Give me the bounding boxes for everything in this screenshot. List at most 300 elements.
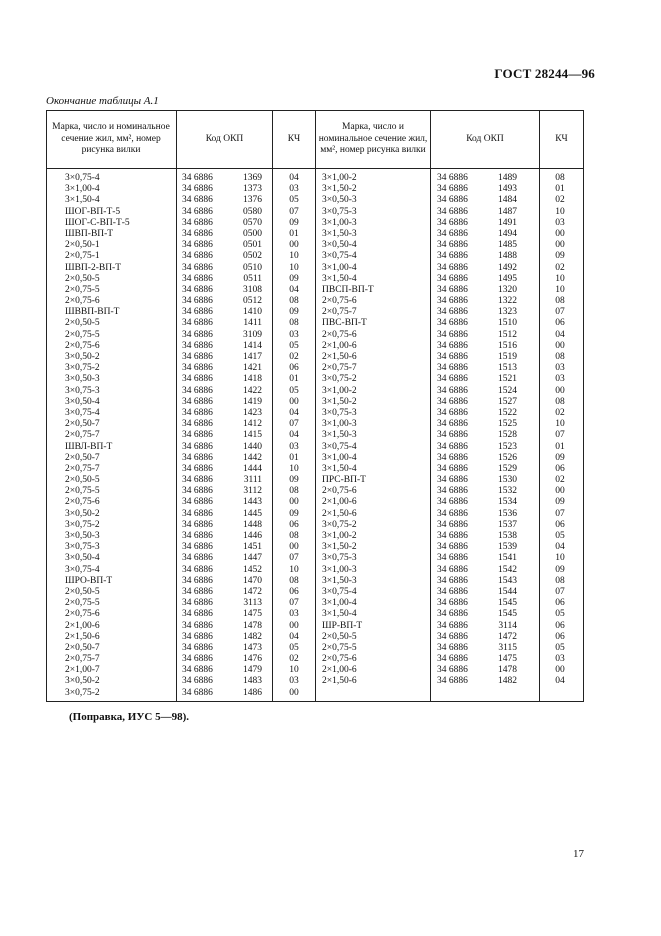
okp-prefix: 34 6886 bbox=[437, 318, 468, 329]
column-divider bbox=[315, 111, 316, 701]
okp-number: 0512 bbox=[243, 296, 262, 307]
cell-kch: 03 bbox=[555, 217, 565, 228]
cell-mark: 2×1,50-6 bbox=[322, 352, 357, 362]
okp-number: 1545 bbox=[498, 598, 517, 609]
cell-mark: 2×0,50-1 bbox=[65, 240, 100, 251]
cell-mark: 2×0,75-7 bbox=[65, 463, 100, 474]
okp-prefix: 34 6886 bbox=[437, 452, 468, 463]
cell-kch: 01 bbox=[555, 184, 565, 195]
cell-okp-code bbox=[182, 374, 262, 385]
okp-number: 1446 bbox=[243, 531, 262, 541]
cell-kch: 00 bbox=[289, 497, 299, 508]
okp-prefix: 34 6886 bbox=[182, 340, 213, 351]
cell-mark: 3×1,50-4 bbox=[322, 463, 357, 474]
cell-okp-code bbox=[437, 442, 517, 453]
cell-mark: 3×0,75-2 bbox=[322, 519, 357, 530]
cell-okp-code bbox=[182, 430, 262, 441]
okp-number: 0501 bbox=[243, 240, 262, 251]
okp-number: 1538 bbox=[498, 531, 517, 541]
okp-number: 1512 bbox=[498, 329, 517, 340]
cell-okp-code bbox=[437, 330, 517, 341]
cell-mark: 2×0,50-5 bbox=[322, 631, 357, 642]
page-number: 17 bbox=[573, 848, 584, 860]
cell-okp-code bbox=[437, 676, 517, 687]
header-code-right: Код ОКП bbox=[466, 133, 504, 144]
okp-prefix: 34 6886 bbox=[437, 665, 468, 676]
cell-mark: 3×0,50-2 bbox=[65, 676, 100, 687]
cell-okp-code bbox=[437, 229, 517, 240]
cell-kch: 03 bbox=[289, 441, 299, 452]
cell-kch: 07 bbox=[289, 206, 299, 217]
okp-prefix: 34 6886 bbox=[437, 441, 468, 452]
header-kch-left: КЧ bbox=[287, 133, 301, 144]
okp-prefix: 34 6886 bbox=[437, 620, 468, 631]
cell-okp-code bbox=[182, 531, 262, 542]
cell-mark: 2×0,75-5 bbox=[65, 329, 100, 340]
cell-kch: 02 bbox=[555, 195, 565, 206]
okp-number: 1411 bbox=[243, 318, 262, 329]
okp-prefix: 34 6886 bbox=[437, 676, 468, 687]
okp-prefix: 34 6886 bbox=[437, 407, 468, 418]
cell-kch: 00 bbox=[555, 486, 565, 497]
cell-okp-code bbox=[437, 497, 517, 508]
cell-kch: 05 bbox=[289, 340, 299, 351]
cell-kch: 03 bbox=[555, 374, 565, 385]
cell-kch: 04 bbox=[289, 631, 299, 642]
okp-number: 1418 bbox=[243, 374, 262, 385]
okp-prefix: 34 6886 bbox=[437, 363, 468, 374]
cell-kch: 08 bbox=[289, 575, 299, 586]
cell-mark: 2×0,75-7 bbox=[322, 363, 357, 374]
cell-mark: 3×1,00-3 bbox=[322, 564, 357, 575]
cell-mark: 3×0,75-4 bbox=[65, 564, 100, 575]
cell-okp-code bbox=[182, 397, 262, 408]
cell-okp-code bbox=[437, 632, 517, 643]
cell-kch: 05 bbox=[289, 385, 299, 396]
okp-number: 1445 bbox=[243, 508, 262, 519]
cell-okp-code bbox=[437, 520, 517, 531]
cell-mark: 2×0,75-6 bbox=[65, 340, 100, 351]
cell-mark: 2×1,00-7 bbox=[65, 665, 100, 676]
cell-okp-code bbox=[437, 654, 517, 665]
cell-kch: 09 bbox=[289, 307, 299, 318]
cell-mark: 2×0,75-5 bbox=[322, 642, 357, 653]
cell-kch: 04 bbox=[555, 676, 565, 687]
cell-kch: 03 bbox=[289, 329, 299, 340]
cell-okp-code bbox=[437, 263, 517, 274]
cell-mark: ШВВП-ВП-Т bbox=[65, 307, 120, 318]
okp-prefix: 34 6886 bbox=[182, 396, 213, 407]
okp-number: 0511 bbox=[243, 273, 262, 284]
cell-mark: 3×0,50-2 bbox=[65, 352, 100, 362]
cell-kch: 01 bbox=[289, 374, 299, 385]
cell-kch: 05 bbox=[289, 642, 299, 653]
cell-kch: 07 bbox=[555, 430, 565, 441]
cell-mark: 3×1,00-4 bbox=[322, 452, 357, 463]
cell-okp-code bbox=[437, 218, 517, 229]
okp-number: 1472 bbox=[243, 586, 262, 597]
cell-kch: 04 bbox=[289, 407, 299, 418]
cell-okp-code bbox=[437, 542, 517, 553]
okp-prefix: 34 6886 bbox=[437, 609, 468, 620]
okp-number: 1451 bbox=[243, 542, 262, 553]
cell-okp-code bbox=[182, 285, 262, 296]
cell-okp-code bbox=[437, 565, 517, 576]
cell-kch: 00 bbox=[289, 687, 299, 698]
cell-okp-code bbox=[182, 576, 262, 587]
cell-kch: 07 bbox=[555, 307, 565, 318]
okp-prefix: 34 6886 bbox=[437, 195, 468, 206]
cell-mark: 3×1,00-4 bbox=[65, 184, 100, 195]
okp-number: 1475 bbox=[243, 609, 262, 620]
okp-prefix: 34 6886 bbox=[182, 217, 213, 228]
cell-okp-code bbox=[437, 598, 517, 609]
okp-prefix: 34 6886 bbox=[437, 598, 468, 609]
okp-prefix: 34 6886 bbox=[182, 687, 213, 698]
cell-mark: 3×1,50-2 bbox=[322, 396, 357, 407]
cell-kch: 00 bbox=[555, 665, 565, 676]
okp-number: 1487 bbox=[498, 206, 517, 217]
cell-mark: 3×0,75-4 bbox=[322, 441, 357, 452]
cell-mark: ШВП-ВП-Т bbox=[65, 228, 114, 239]
cell-okp-code bbox=[182, 386, 262, 397]
cell-okp-code bbox=[182, 263, 262, 274]
column-kch-right bbox=[536, 173, 584, 688]
cell-kch: 10 bbox=[555, 419, 565, 430]
okp-number: 1492 bbox=[498, 262, 517, 273]
okp-prefix: 34 6886 bbox=[437, 419, 468, 430]
cell-kch: 00 bbox=[289, 396, 299, 407]
cell-kch: 08 bbox=[555, 352, 565, 362]
okp-prefix: 34 6886 bbox=[182, 419, 213, 430]
cell-mark: 3×0,75-2 bbox=[322, 374, 357, 385]
cell-kch: 09 bbox=[289, 217, 299, 228]
okp-number: 1482 bbox=[498, 676, 517, 687]
cell-okp-code bbox=[437, 352, 517, 363]
cell-okp-code bbox=[437, 665, 517, 676]
cell-mark: 2×0,75-6 bbox=[322, 654, 357, 665]
okp-number: 1488 bbox=[498, 251, 517, 262]
okp-prefix: 34 6886 bbox=[437, 654, 468, 665]
column-mark-right bbox=[322, 173, 432, 688]
header-mark-right: Марка, число и номинальное сечение жил, мм², номер рисунка вилки bbox=[318, 122, 428, 156]
okp-prefix: 34 6886 bbox=[182, 631, 213, 642]
cell-mark: 2×1,50-6 bbox=[65, 631, 100, 642]
okp-prefix: 34 6886 bbox=[182, 575, 213, 586]
cell-okp-code bbox=[182, 318, 262, 329]
cell-okp-code bbox=[437, 486, 517, 497]
okp-prefix: 34 6886 bbox=[182, 240, 213, 251]
cell-kch: 05 bbox=[555, 642, 565, 653]
okp-number: 1539 bbox=[498, 542, 517, 553]
cell-mark: 2×0,75-6 bbox=[65, 609, 100, 620]
okp-number: 1443 bbox=[243, 497, 262, 508]
okp-prefix: 34 6886 bbox=[437, 273, 468, 284]
cell-mark: ШВП-2-ВП-Т bbox=[65, 262, 122, 273]
okp-prefix: 34 6886 bbox=[437, 430, 468, 441]
cell-okp-code bbox=[182, 688, 262, 699]
okp-number: 1320 bbox=[498, 284, 517, 295]
cell-kch: 03 bbox=[555, 654, 565, 665]
okp-number: 1483 bbox=[243, 676, 262, 687]
cell-kch: 03 bbox=[555, 363, 565, 374]
okp-number: 1323 bbox=[498, 307, 517, 318]
cell-okp-code bbox=[182, 184, 262, 195]
cell-okp-code bbox=[437, 419, 517, 430]
okp-prefix: 34 6886 bbox=[182, 363, 213, 374]
amendment-note: (Поправка, ИУС 5—98). bbox=[69, 711, 190, 723]
okp-number: 1452 bbox=[243, 564, 262, 575]
cell-kch: 09 bbox=[555, 564, 565, 575]
cell-kch: 10 bbox=[555, 273, 565, 284]
okp-number: 1472 bbox=[498, 631, 517, 642]
okp-number: 1412 bbox=[243, 419, 262, 430]
okp-prefix: 34 6886 bbox=[437, 642, 468, 653]
cell-mark: 2×0,75-5 bbox=[65, 598, 100, 609]
okp-number: 0500 bbox=[243, 228, 262, 239]
okp-prefix: 34 6886 bbox=[182, 329, 213, 340]
okp-number: 1513 bbox=[498, 363, 517, 374]
cell-okp-code bbox=[182, 654, 262, 665]
okp-prefix: 34 6886 bbox=[437, 240, 468, 251]
okp-prefix: 34 6886 bbox=[437, 262, 468, 273]
cell-okp-code bbox=[182, 296, 262, 307]
okp-prefix: 34 6886 bbox=[437, 217, 468, 228]
okp-number: 1545 bbox=[498, 609, 517, 620]
cell-okp-code bbox=[437, 509, 517, 520]
okp-number: 1410 bbox=[243, 307, 262, 318]
cell-kch: 00 bbox=[555, 228, 565, 239]
cell-okp-code bbox=[437, 274, 517, 285]
cell-okp-code bbox=[437, 553, 517, 564]
okp-number: 1494 bbox=[498, 228, 517, 239]
cell-kch: 06 bbox=[289, 363, 299, 374]
okp-prefix: 34 6886 bbox=[182, 676, 213, 687]
okp-prefix: 34 6886 bbox=[182, 273, 213, 284]
cell-kch: 10 bbox=[289, 262, 299, 273]
okp-number: 1482 bbox=[243, 631, 262, 642]
okp-prefix: 34 6886 bbox=[182, 318, 213, 329]
cell-mark: 2×0,50-5 bbox=[65, 273, 100, 284]
cell-kch: 06 bbox=[555, 598, 565, 609]
cell-kch: 04 bbox=[289, 284, 299, 295]
okp-number: 1376 bbox=[243, 195, 262, 206]
column-code-left bbox=[182, 173, 262, 699]
cell-okp-code bbox=[182, 553, 262, 564]
cell-kch: 08 bbox=[289, 486, 299, 497]
cell-kch: 08 bbox=[555, 575, 565, 586]
cell-kch: 08 bbox=[555, 173, 565, 183]
cell-mark: ШР-ВП-Т bbox=[322, 620, 363, 631]
cell-okp-code bbox=[182, 341, 262, 352]
cell-kch: 10 bbox=[289, 463, 299, 474]
okp-prefix: 34 6886 bbox=[182, 508, 213, 519]
cell-okp-code bbox=[182, 509, 262, 520]
cell-okp-code bbox=[182, 419, 262, 430]
okp-prefix: 34 6886 bbox=[437, 631, 468, 642]
okp-number: 1484 bbox=[498, 195, 517, 206]
okp-prefix: 34 6886 bbox=[182, 665, 213, 676]
cell-kch: 07 bbox=[555, 508, 565, 519]
okp-prefix: 34 6886 bbox=[182, 307, 213, 318]
okp-prefix: 34 6886 bbox=[437, 228, 468, 239]
okp-number: 1417 bbox=[243, 352, 262, 362]
cell-kch: 01 bbox=[289, 228, 299, 239]
cell-mark: 2×0,50-5 bbox=[65, 318, 100, 329]
okp-prefix: 34 6886 bbox=[437, 340, 468, 351]
cell-kch: 02 bbox=[289, 352, 299, 362]
cell-kch: 02 bbox=[555, 475, 565, 486]
cell-okp-code bbox=[437, 195, 517, 206]
table-border-left bbox=[46, 111, 47, 701]
okp-prefix: 34 6886 bbox=[182, 173, 213, 183]
okp-number: 1527 bbox=[498, 396, 517, 407]
cell-okp-code bbox=[437, 576, 517, 587]
okp-prefix: 34 6886 bbox=[437, 206, 468, 217]
okp-prefix: 34 6886 bbox=[182, 531, 213, 541]
okp-prefix: 34 6886 bbox=[182, 228, 213, 239]
column-mark-left bbox=[65, 173, 177, 699]
cell-mark: ШОГ-ВП-Т-5 bbox=[65, 206, 121, 217]
cell-okp-code bbox=[182, 207, 262, 218]
cell-okp-code bbox=[182, 442, 262, 453]
cell-okp-code bbox=[182, 195, 262, 206]
okp-prefix: 34 6886 bbox=[182, 654, 213, 665]
cell-kch: 09 bbox=[289, 475, 299, 486]
cell-kch: 10 bbox=[555, 206, 565, 217]
cell-mark: 2×1,50-6 bbox=[322, 676, 357, 687]
cell-mark: 2×1,00-6 bbox=[322, 340, 357, 351]
okp-number: 1525 bbox=[498, 419, 517, 430]
cell-mark: 3×1,00-4 bbox=[322, 598, 357, 609]
okp-number: 1322 bbox=[498, 296, 517, 307]
cell-kch: 06 bbox=[555, 463, 565, 474]
cell-mark: 3×1,00-3 bbox=[322, 217, 357, 228]
cell-okp-code bbox=[182, 363, 262, 374]
cell-okp-code bbox=[437, 251, 517, 262]
cell-kch: 03 bbox=[289, 184, 299, 195]
cell-mark: 3×0,75-3 bbox=[65, 385, 100, 396]
column-divider bbox=[272, 111, 273, 701]
cell-okp-code bbox=[437, 386, 517, 397]
cell-okp-code bbox=[437, 173, 517, 184]
cell-mark: 2×0,75-5 bbox=[65, 486, 100, 497]
cell-okp-code bbox=[182, 676, 262, 687]
cell-mark: 3×1,50-4 bbox=[322, 609, 357, 620]
cell-okp-code bbox=[182, 453, 262, 464]
cell-mark: 2×0,50-7 bbox=[65, 419, 100, 430]
cell-okp-code bbox=[437, 475, 517, 486]
cell-mark: 3×0,50-4 bbox=[65, 396, 100, 407]
okp-number: 3115 bbox=[498, 642, 517, 653]
cell-mark: 2×0,75-6 bbox=[322, 296, 357, 307]
table-caption: Окончание таблицы А.1 bbox=[46, 95, 159, 107]
okp-prefix: 34 6886 bbox=[437, 519, 468, 530]
okp-prefix: 34 6886 bbox=[182, 441, 213, 452]
cell-kch: 05 bbox=[289, 195, 299, 206]
okp-prefix: 34 6886 bbox=[182, 642, 213, 653]
cell-mark: 3×1,50-4 bbox=[65, 195, 100, 206]
okp-number: 3114 bbox=[498, 620, 517, 631]
okp-number: 1526 bbox=[498, 452, 517, 463]
cell-kch: 08 bbox=[289, 318, 299, 329]
cell-okp-code bbox=[182, 565, 262, 576]
cell-mark: 3×0,50-4 bbox=[65, 553, 100, 564]
cell-okp-code bbox=[182, 251, 262, 262]
okp-prefix: 34 6886 bbox=[437, 497, 468, 508]
cell-mark: 3×0,50-3 bbox=[65, 531, 100, 541]
cell-mark: 2×0,50-7 bbox=[65, 452, 100, 463]
okp-prefix: 34 6886 bbox=[437, 508, 468, 519]
okp-prefix: 34 6886 bbox=[182, 497, 213, 508]
cell-mark: 3×0,75-2 bbox=[65, 363, 100, 374]
okp-prefix: 34 6886 bbox=[437, 296, 468, 307]
okp-prefix: 34 6886 bbox=[437, 586, 468, 597]
cell-okp-code bbox=[437, 643, 517, 654]
cell-mark: 3×1,50-2 bbox=[322, 184, 357, 195]
cell-mark: 3×1,50-3 bbox=[322, 575, 357, 586]
standard-designation: ГОСТ 28244—96 bbox=[494, 66, 595, 81]
cell-okp-code bbox=[182, 240, 262, 251]
okp-number: 3108 bbox=[243, 284, 262, 295]
cell-kch: 10 bbox=[289, 564, 299, 575]
cell-okp-code bbox=[182, 598, 262, 609]
cell-mark: 2×0,50-5 bbox=[65, 586, 100, 597]
okp-number: 1486 bbox=[243, 687, 262, 698]
okp-number: 1475 bbox=[498, 654, 517, 665]
cell-okp-code bbox=[437, 397, 517, 408]
okp-prefix: 34 6886 bbox=[437, 251, 468, 262]
okp-number: 1440 bbox=[243, 441, 262, 452]
cell-mark: 3×0,50-2 bbox=[65, 508, 100, 519]
cell-okp-code bbox=[437, 318, 517, 329]
okp-prefix: 34 6886 bbox=[437, 542, 468, 553]
cell-mark: 3×0,75-4 bbox=[65, 173, 100, 183]
cell-kch: 00 bbox=[555, 385, 565, 396]
cell-mark: 2×0,75-7 bbox=[322, 307, 357, 318]
cell-okp-code bbox=[437, 296, 517, 307]
cell-okp-code bbox=[437, 363, 517, 374]
cell-kch: 00 bbox=[289, 620, 299, 631]
cell-mark: 2×0,75-5 bbox=[65, 284, 100, 295]
okp-prefix: 34 6886 bbox=[182, 519, 213, 530]
okp-number: 0510 bbox=[243, 262, 262, 273]
okp-prefix: 34 6886 bbox=[182, 609, 213, 620]
okp-prefix: 34 6886 bbox=[437, 463, 468, 474]
okp-number: 1530 bbox=[498, 475, 517, 486]
cell-mark: 3×0,75-4 bbox=[65, 407, 100, 418]
cell-mark: 3×1,50-2 bbox=[322, 542, 357, 553]
header-mark-left: Марка, число и номинальное сечение жил, мм², номер рисунка вилки bbox=[52, 122, 170, 156]
cell-okp-code bbox=[182, 665, 262, 676]
okp-number: 0570 bbox=[243, 217, 262, 228]
cell-mark: 3×0,50-3 bbox=[322, 195, 357, 206]
okp-prefix: 34 6886 bbox=[437, 284, 468, 295]
cell-kch: 04 bbox=[289, 173, 299, 183]
okp-number: 1510 bbox=[498, 318, 517, 329]
cell-mark: 3×0,75-3 bbox=[322, 553, 357, 564]
okp-number: 1479 bbox=[243, 665, 262, 676]
okp-prefix: 34 6886 bbox=[182, 352, 213, 362]
cell-okp-code bbox=[437, 430, 517, 441]
okp-number: 1519 bbox=[498, 352, 517, 362]
cell-mark: 2×0,50-5 bbox=[65, 475, 100, 486]
cell-okp-code bbox=[437, 453, 517, 464]
cell-okp-code bbox=[182, 229, 262, 240]
cell-mark: 3×1,50-3 bbox=[322, 228, 357, 239]
okp-number: 1522 bbox=[498, 407, 517, 418]
cell-okp-code bbox=[182, 173, 262, 184]
